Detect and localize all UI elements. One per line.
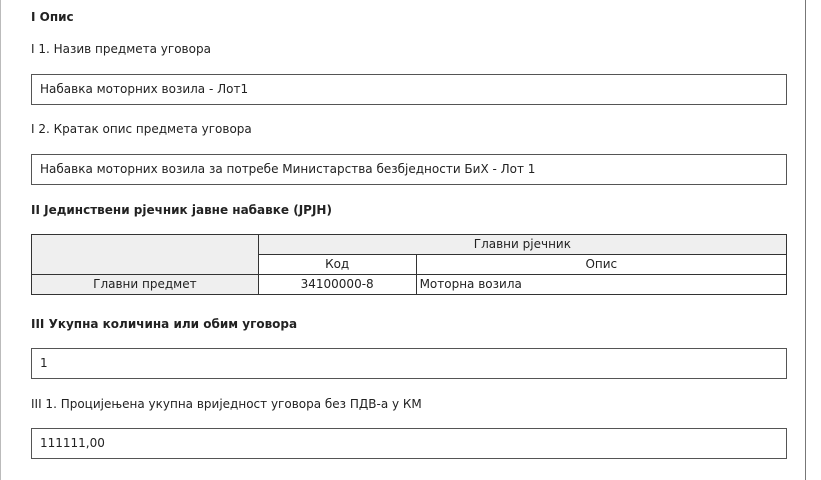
section-heading-quantity: III Укупна количина или обим уговора	[31, 317, 298, 331]
section-heading-description: I Опис	[31, 10, 74, 24]
cpv-row-label: Главни предмет	[32, 275, 259, 295]
quantity-field[interactable]: 1	[31, 348, 787, 379]
contract-name-field[interactable]: Набавка моторних возила - Лот1	[31, 74, 787, 105]
cpv-code-header: Код	[258, 255, 416, 275]
short-description-field[interactable]: Набавка моторних возила за потребе Министарства безбједности БиХ - Лот 1	[31, 154, 787, 185]
table-row	[32, 275, 787, 295]
cpv-table	[31, 234, 787, 295]
contract-name-label: I 1. Назив предмета уговора	[31, 42, 211, 56]
short-description-label: I 2. Кратак опис предмета уговора	[31, 122, 252, 136]
cpv-code-cell: 34100000-8	[258, 275, 416, 295]
cpv-description-cell: Моторна возила	[416, 275, 786, 295]
cpv-table-corner-cell	[32, 235, 259, 275]
estimated-value-label: III 1. Процијењена укупна вриједност уговора без ПДВ-а у КМ	[31, 397, 422, 411]
cpv-description-header: Опис	[416, 255, 786, 275]
section-heading-cpv: II Јединствени рјечник јавне набавке (JPJH)	[31, 203, 332, 217]
cpv-group-header: Главни рјечник	[258, 235, 786, 255]
estimated-value-field[interactable]: 111111,00	[31, 428, 787, 459]
